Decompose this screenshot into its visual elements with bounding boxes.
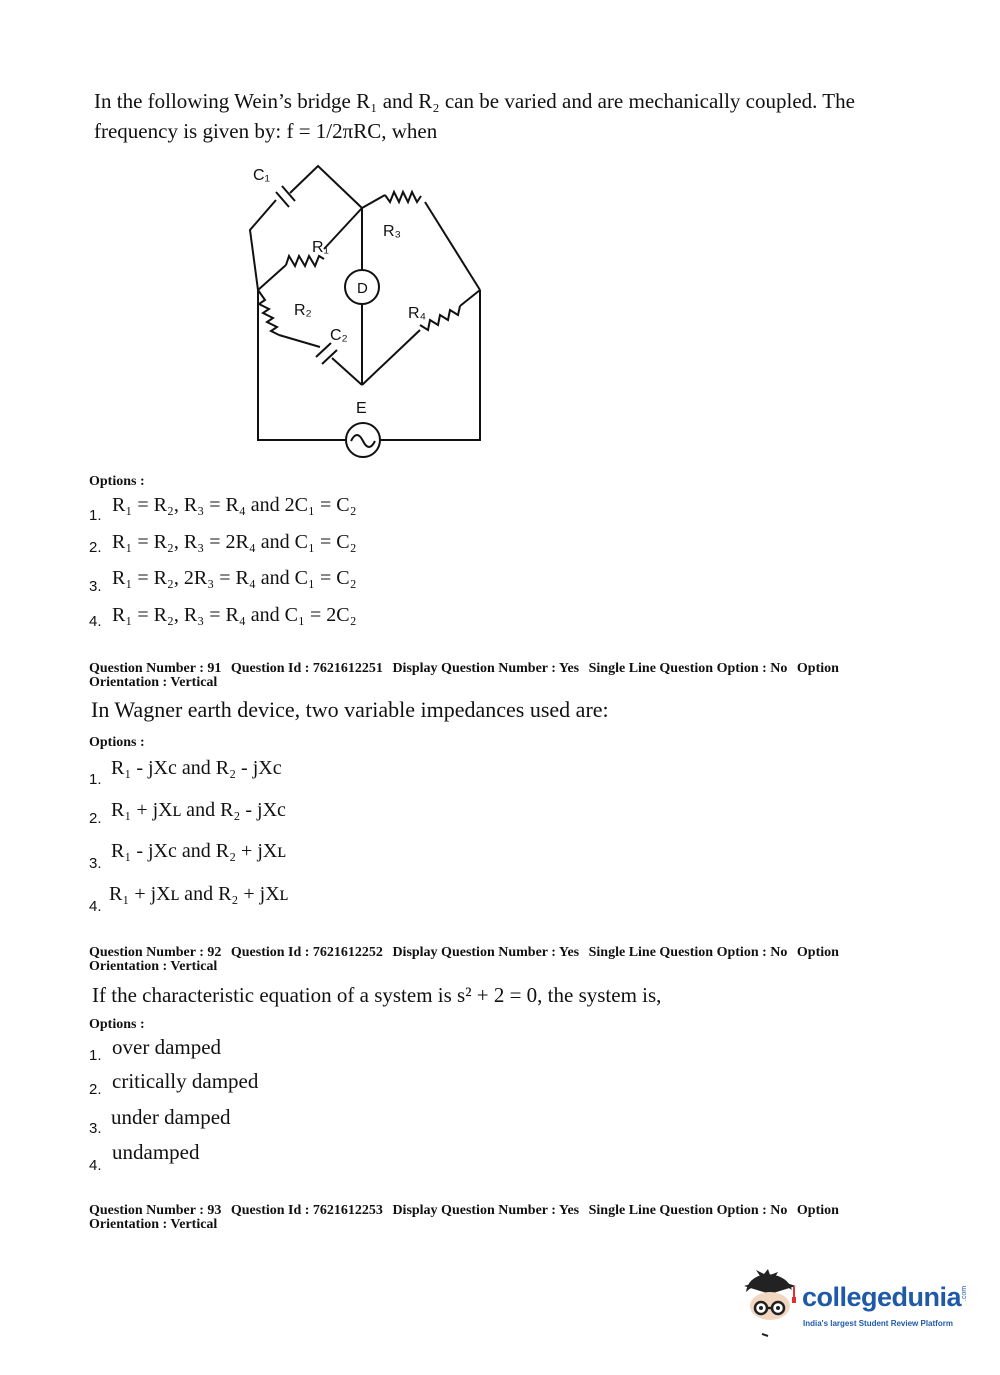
label-c2: C₂ xyxy=(330,327,348,344)
q91-question-number: Question Number : 91 xyxy=(89,661,222,676)
collegedunia-logo xyxy=(740,1268,970,1340)
q92-option-2-text: critically damped xyxy=(112,1069,259,1093)
q93-question-number: Question Number : 93 xyxy=(89,1203,222,1218)
q91-orientation: Orientation : Vertical xyxy=(89,675,218,690)
q90-option-3-number: 3. xyxy=(89,578,102,595)
label-r2: R₂ xyxy=(294,302,312,319)
q92-option-3-text: under damped xyxy=(111,1105,231,1129)
q90-option-2-text: R₁ = R₂, R₃ = 2R₄ and C₁ = C₂ xyxy=(112,531,357,553)
q90-option-3-text: R₁ = R₂, 2R₃ = R₄ and C₁ = C₂ xyxy=(112,567,357,589)
q92-meta xyxy=(89,946,889,974)
q90-text-line2: frequency is given by: f = 1/2πRC, when xyxy=(94,119,438,143)
q92-options-label: Options : xyxy=(89,1017,145,1032)
q92-text: If the characteristic equation of a system is s² + 2 = 0, the system is, xyxy=(92,983,662,1007)
q91-option-2-text: R₁ + jXʟ and R₂ - jXc xyxy=(111,799,286,821)
q91-option-4-text: R₁ + jXʟ and R₂ + jXʟ xyxy=(109,883,289,905)
q90-options-label: Options : xyxy=(89,474,145,489)
q91-meta xyxy=(89,662,889,690)
q92-question-id: Question Id : 7621612252 xyxy=(230,945,383,960)
label-r4: R₄ xyxy=(408,305,427,322)
q93-meta xyxy=(89,1204,889,1232)
q92-option-1-text: over damped xyxy=(112,1035,222,1059)
q92-single-line: Single Line Question Option : No xyxy=(588,945,788,960)
q91-option-3-number: 3. xyxy=(89,855,102,872)
label-r1: R₁ xyxy=(312,239,329,256)
q91-question-id: Question Id : 7621612251 xyxy=(230,661,383,676)
q92-option-3-number: 3. xyxy=(89,1120,102,1137)
q90-option-1-text: R₁ = R₂, R₃ = R₄ and 2C₁ = C₂ xyxy=(112,494,357,516)
mascot-icon xyxy=(740,1268,802,1340)
q91-options-label: Options : xyxy=(89,735,145,750)
q92-option-word: Option xyxy=(796,945,839,960)
q91-option-3-text: R₁ - jXc and R₂ + jXʟ xyxy=(111,840,286,862)
q90-text-line1: In the following Wein’s bridge R₁ and R₂ can be varied and are mechanically coupled. The xyxy=(94,89,855,113)
q91-display-number: Display Question Number : Yes xyxy=(392,661,580,676)
q92-option-1-number: 1. xyxy=(89,1047,102,1064)
q93-option-word: Option xyxy=(796,1203,839,1218)
q90-option-4-number: 4. xyxy=(89,613,102,630)
q91-option-word: Option xyxy=(796,661,839,676)
q93-single-line: Single Line Question Option : No xyxy=(588,1203,788,1218)
q90-option-1-number: 1. xyxy=(89,507,102,524)
q90-option-2-number: 2. xyxy=(89,539,102,556)
label-d: D xyxy=(357,280,368,297)
label-e: E xyxy=(356,400,367,417)
q92-display-number: Display Question Number : Yes xyxy=(392,945,580,960)
q91-option-1-text: R₁ - jXc and R₂ - jXc xyxy=(111,757,282,779)
label-c1: C₁ xyxy=(253,167,270,184)
logo-suffix: .com xyxy=(961,1285,969,1302)
q93-display-number: Display Question Number : Yes xyxy=(392,1203,580,1218)
q90-option-4-text: R₁ = R₂, R₃ = R₄ and C₁ = 2C₂ xyxy=(112,604,357,626)
q93-question-id: Question Id : 7621612253 xyxy=(230,1203,383,1218)
q92-question-number: Question Number : 92 xyxy=(89,945,222,960)
q91-option-1-number: 1. xyxy=(89,771,102,788)
q91-option-4-number: 4. xyxy=(89,898,102,915)
q91-single-line: Single Line Question Option : No xyxy=(588,661,788,676)
q93-orientation: Orientation : Vertical xyxy=(89,1217,218,1232)
q92-option-4-number: 4. xyxy=(89,1157,102,1174)
q91-text: In Wagner earth device, two variable impedances used are: xyxy=(91,697,609,722)
q91-option-2-number: 2. xyxy=(89,810,102,827)
q92-option-2-number: 2. xyxy=(89,1081,102,1098)
logo-name: collegedunia xyxy=(802,1282,962,1312)
logo-tagline: India's largest Student Review Platform xyxy=(803,1319,953,1328)
label-r3: R₃ xyxy=(383,223,402,240)
q92-orientation: Orientation : Vertical xyxy=(89,959,218,974)
q92-option-4-text: undamped xyxy=(112,1140,200,1164)
wein-bridge-diagram xyxy=(240,158,500,468)
